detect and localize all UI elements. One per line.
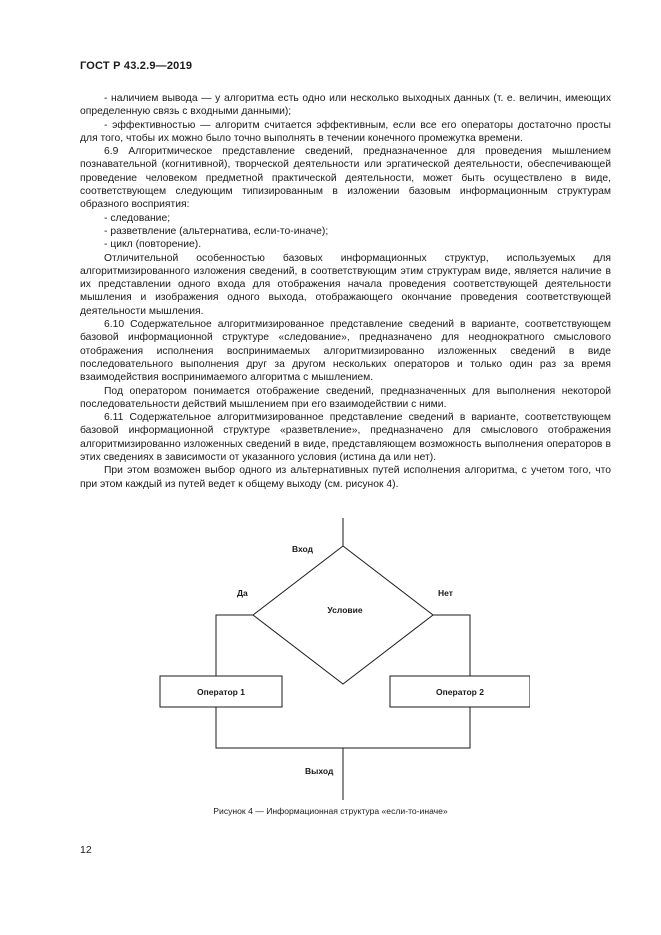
page-number: 12 <box>80 844 92 856</box>
merge-line-right <box>343 707 470 748</box>
figure-caption: Рисунок 4 — Информационная структура «если-то-иначе» <box>213 806 448 816</box>
operator-1-label: Оператор 1 <box>197 687 245 697</box>
paragraph: При этом возможен выбор одного из альтернативных путей исполнения алгоритма, с учетом того, что при этом каждый из путей ведет к общему выходу (см. рисунок 4). <box>80 465 611 490</box>
operator-2-label: Оператор 2 <box>436 687 484 697</box>
if-then-else-diagram <box>150 518 530 800</box>
paragraph: 6.11 Содержательное алгоритмизированное представление сведений в варианте, соответствующем базовой информационной структуре «разветвление», предназначено для смыслового отображения алгоритмизированно изложенных сведений в виде, представляющем возможность выполнения операторов в этих сведениях в зависимости от указанного условия (истина да или нет). <box>80 412 611 464</box>
yes-branch-line <box>216 615 253 676</box>
no-label: Нет <box>438 588 453 598</box>
no-branch-line <box>433 615 470 676</box>
standard-header: ГОСТ Р 43.2.9—2019 <box>80 60 193 72</box>
list-item: - наличием вывода — у алгоритма есть одно или несколько выходных данных (т. е. величин, имеющих определенную связь с входными данными); <box>80 93 611 118</box>
list-item: - цикл (повторение). <box>104 239 202 251</box>
merge-line-left <box>216 707 343 748</box>
entry-label: Вход <box>292 544 314 554</box>
list-item: - разветвление (альтернатива, если-то-иначе); <box>104 225 329 237</box>
list-item: - эффективностью — алгоритм считается эффективным, если все его операторы достаточно просты для того, чтобы их можно было точно выполнять в течении конечного промежутка времени. <box>80 119 611 144</box>
paragraph: Под оператором понимается отображение сведений, предназначенных для выполнения некоторой последовательности действий мышлением при его взаимодействии с ними. <box>80 385 611 410</box>
exit-label: Выход <box>305 766 334 776</box>
condition-diamond <box>253 546 433 684</box>
paragraph: 6.9 Алгоритмическое представление сведений, предназначенное для проведения мышлением познавательной (когнитивной), творческой деятельности или эргатической деятельности, обеспечивающей проведение человеком предметной практической деятельности, может быть осуществлено в виде, соответствующем следующим типизированным в изложении базовым информационным структурам образного восприятия: <box>80 146 611 211</box>
paragraph: Отличительной особенностью базовых информационных структур, используемых для алгоритмизированного изложения сведений, в соответствующим этим структурам виде, является наличие в их представлении одного входа для отображения начала проведения соответствующей деятельности мышления и изображения одного выхода, отображающего окончание проведения соответствующей деятельности мышления. <box>80 252 611 317</box>
yes-label: Да <box>237 588 248 598</box>
condition-label: Условие <box>327 605 363 615</box>
body-text <box>80 92 611 491</box>
list-item: - следование; <box>104 212 171 224</box>
paragraph: 6.10 Содержательное алгоритмизированное представление сведений в варианте, соответствующем базовой информационной структуре «следование», предназначено для неоднократного смыслового отображения исполнения воспринимаемых алгоритмизированно изложенных сведений в виде последовательного выполнения друг за другом нескольких операторов и только один раз за время взаимодействия воспринимаемого алгоритма с мышлением. <box>80 319 611 384</box>
